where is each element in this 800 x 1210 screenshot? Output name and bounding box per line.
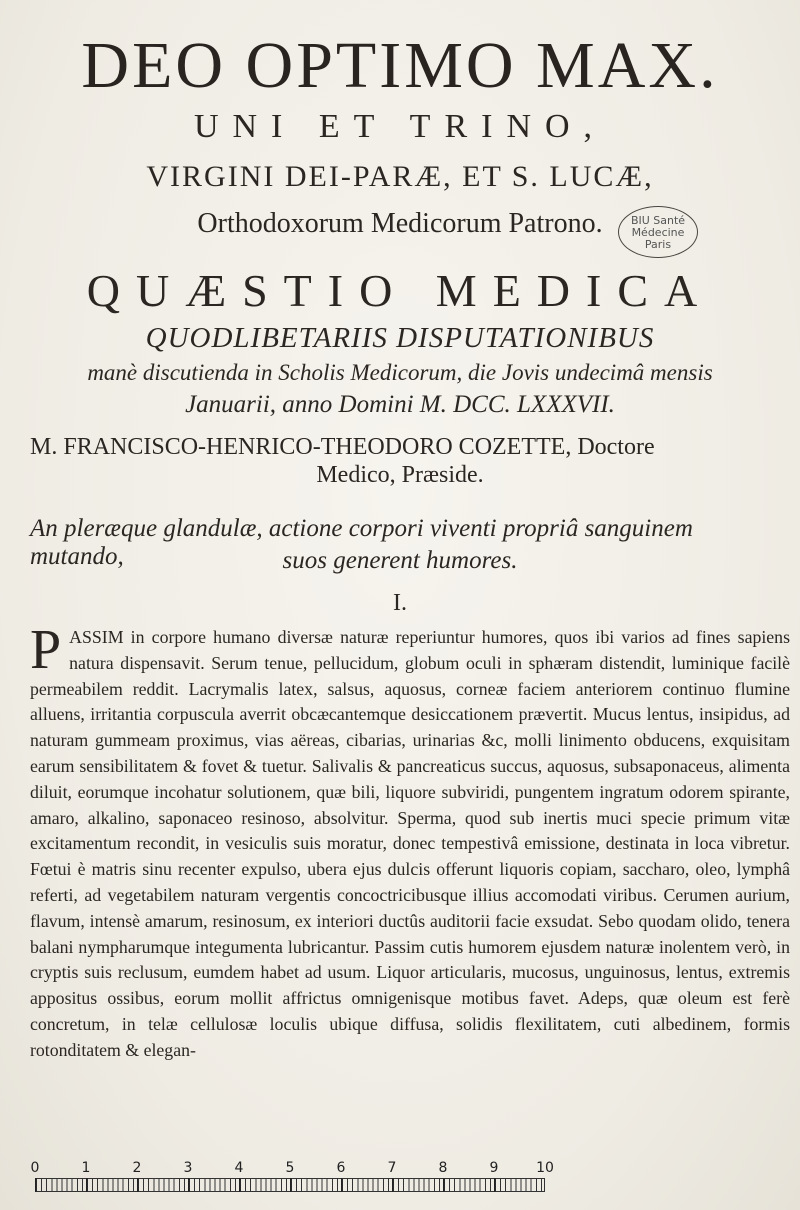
disputation-date-line1: manè discutienda in Scholis Medicorum, die Jovis undecimâ mensis xyxy=(87,360,713,385)
drop-cap: P xyxy=(30,619,62,681)
praeses-name: M. FRANCISCO-HENRICO-THEODORO COZETTE, Doctore xyxy=(30,434,655,460)
ruler-label: 8 xyxy=(438,1160,448,1176)
praeses-title: Medico, Præside. xyxy=(316,462,484,488)
ruler-label: 9 xyxy=(489,1160,499,1176)
dedication-title: DEO OPTIMO MAX. xyxy=(81,29,719,102)
disputation-date-line2: Januarii, anno Domini M. DCC. LXXXVII. xyxy=(185,391,615,418)
dedication-line-virgin: VIRGINI DEI-PARÆ, ET S. LUCÆ, xyxy=(146,160,654,193)
ruler-label: 1 xyxy=(81,1160,91,1176)
dedication-line-trinity: UNI ET TRINO, xyxy=(193,108,607,145)
dedication-line-patron: Orthodoxorum Medicorum Patrono. xyxy=(197,208,603,239)
ruler-label: 10 xyxy=(536,1160,554,1176)
ruler-label: 3 xyxy=(183,1160,193,1176)
ruler-label: 7 xyxy=(387,1160,397,1176)
ruler-label: 4 xyxy=(234,1160,244,1176)
stamp-line: Médecine xyxy=(631,226,685,239)
library-stamp xyxy=(618,206,698,258)
section-body xyxy=(30,619,790,1064)
ruler-label: 6 xyxy=(336,1160,346,1176)
stamp-line: Paris xyxy=(644,238,672,251)
question-line2: suos generent humores. xyxy=(282,547,518,574)
question-line1: An pleræque glandulæ, actione corpori viventi propriâ sanguinem mutando, xyxy=(30,515,693,570)
body-text: ASSIM in corpore humano diversæ naturæ reperiuntur humores, quos ibi varios ad fines sapiens natura dispensavit. Serum tenue, pellucidum, globum oculi in sphæram distendit, luminique facilè permeabilem reddit. Lacrymalis latex, salsus, aquosus, corneæ faciem anteriorem continuo flumine alluens, irritantia corpuscula averrit obcæcantemque desiccationem prævertit. Mucus lentus, insipidus, ad naturam gummeam proximus, vias aëreas, cibarias, urinarias &c, molli linimento obducens, exquisitam earum sensibilitatem & fovet & tuetur. Salivalis & pancreaticus succus, aquosus, subsaponaceus, alimenta diluit, eorumque incohatur solutionem, quæ bili, liquore subviridi, pungentem ingratum odorem spirante, amaro, alkalino, saponaceo resinoso, absolvitur. Sperma, quod sub inertis muci specie primum vitæ excitamentum recondit, in vesiculis suis moratur, donec tempestivâ emissione, destinata in loca vibretur. Fœtui è matris sinu recenter expulso, ubera ejus dulcis offerunt liquoris copiam, saccharo, oleo, lymphâ referti, ad vegetabilem naturam vergentis concoctricibusque illius accomodati viribus. Cerumen aurium, flavum, intensè amarum, resinosum, ex interiori ductûs auditorii facie exsudat. Sebo quodam olido, tenera balani nympharumque integumenta lubricantur. Passim cutis humorem ejusdem naturæ inolentem verò, in cryptis suis reclusum, eumdem habet ad usum. Liquor articularis, mucosus, unguinosus, lentus, extremis appositus ossibus, eorum mollit affrictus omnigenisque motibus favet. Adeps, quæ oleum est ferè concretum, in telæ cellulosæ loculis ubique diffusa, solidis flexilitatem, cuti albedinem, formis rotonditatem & elegan- xyxy=(30,627,790,1060)
stamp-line: BIU Santé xyxy=(630,214,686,227)
disputation-heading: QUODLIBETARIIS DISPUTATIONIBUS xyxy=(145,322,655,354)
ruler-label: 2 xyxy=(132,1160,142,1176)
scale-ruler xyxy=(25,1160,554,1196)
ruler-label: 5 xyxy=(285,1160,295,1176)
ruler-major-ticks xyxy=(35,1178,545,1192)
ruler-label: 0 xyxy=(30,1160,40,1176)
quaestio-heading: QUÆSTIO MEDICA xyxy=(86,265,714,316)
section-numeral: I. xyxy=(393,590,407,616)
